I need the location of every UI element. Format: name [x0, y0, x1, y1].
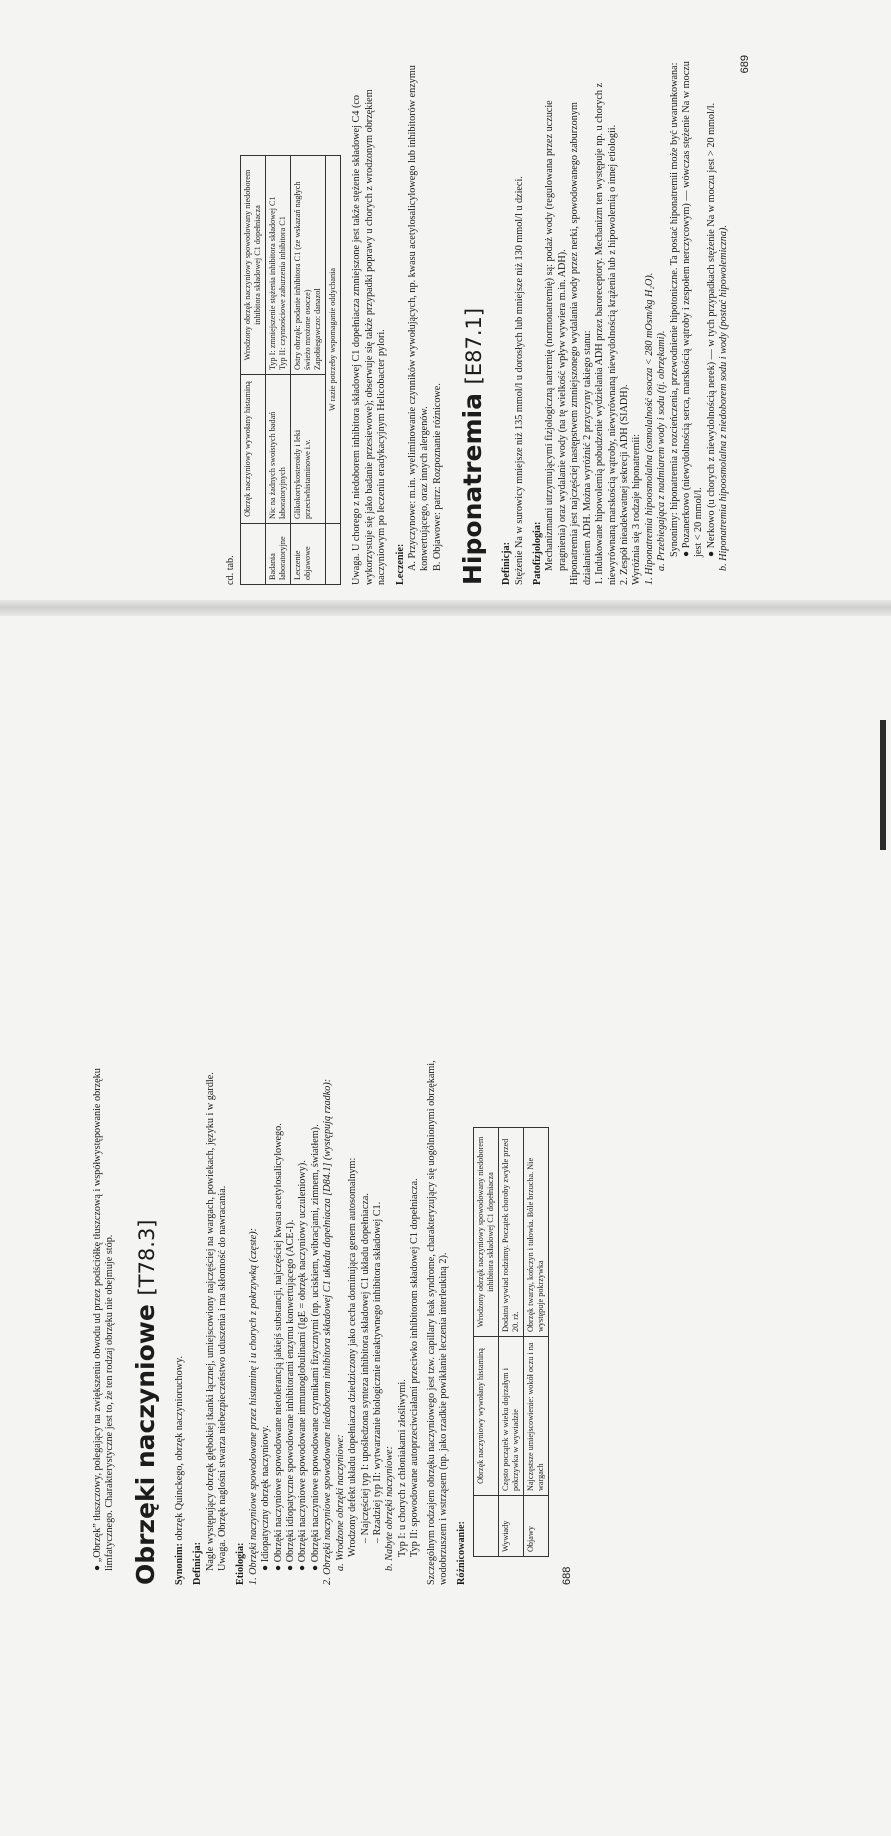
etiology-2a-item: – Najczęściej typ I: upośledzona synteza inhibitora składowej C1 układu dopełniacza.: [359, 1193, 371, 1543]
etiology-1-item: ● Obrzęki naczyniowe spowodowane czynnikami fizycznymi (np. uciskiem, wibracjami, zimnem, światłem).: [309, 1124, 321, 1571]
table-row: Leczenie objawowe Glikokortykosteroidy i leki przeciwhistaminowe i.v. Ostry obrzęk: podanie inhibitora C1 (ze wskazań nagłych świeżo mrożone osocze) Zapobiegawczo: danazol: [291, 156, 326, 585]
pathophysiology-text: Mechanizmami utrzymującymi fizjologiczną natremię (normonatremię) są: podaż wody (regulowana przez uczucie pragnienia) oraz wydalanie wody (na tę wielkość wpływ wywiera m.in. ADH).: [544, 100, 568, 571]
definition-label: Definicja:: [192, 1542, 204, 1585]
type-1a-synonyms: Synonimy: hiponatremia z rozcieńczenia, przewodnienie hipotoniczne. Ta postać hiponatremii może być uwarunkowana:: [668, 62, 680, 557]
definition-note: Uwaga. Obrzęk naglośni stwarza niebezpieczeństwo uduszenia i ma skłonność do nawracania.: [217, 1185, 229, 1571]
pathophysiology-text: Hiponatremia jest najczęściej następstwem zmniejszonego wydalania wody przez nerki, spowodowanego zaburzonym działaniem ADH. Można wyróżnić 2 przyczyny takiego stanu:: [569, 102, 593, 585]
etiology-2b-title: b. Nabyte obrzęki naczyniowe:: [384, 1445, 396, 1571]
table-header-row: Obrzęk naczyniowy wywołany histaminą Wrodzony obrzęk naczyniowy spowodowany niedoborem inhibitora składowej C1 dopełniacza: [473, 1128, 498, 1557]
right-page-text: [225, 55, 751, 585]
left-page: [92, 1005, 891, 1585]
page-number: 688: [560, 1566, 573, 1585]
etiology-2-title: 2. Obrzęki naczyniowe spowodowane niedoborem inhibitora składowej C1 układu dopełniacza [D84.1] (występują rzadko):: [322, 1078, 334, 1585]
type-1b: b. Hiponatremia hipoosmolalna z niedoborem sodu i wody (postać hipowolemiczna).: [718, 225, 730, 571]
synonym: Synonim: obrzęk Quinckego, obrzęk naczynioruchowy.: [173, 1355, 185, 1585]
book-spine: [0, 600, 891, 616]
pathophysiology-label: Patofizjologia:: [532, 521, 544, 585]
c4-note: Uwaga. U chorego z niedoborem inhibitora składowej C1 dopełniacza zmniejszone jest także stężenie składowej C4 (co wykorzystuje się jako badanie przesiewowe); obserwuje się także przypadki poprawy u chorych z wrodzonym obrzękiem naczyniowym po leczeniu eradykacyjnym Helicobacter pylori.: [351, 89, 388, 585]
type-1: 1. Hiponatremia hipoosmolalna (osmolalność osocza < 280 mOsm/kg H₂O).: [643, 272, 655, 585]
differential-table: [473, 1127, 549, 1557]
etiology-2a-title: a. Wrodzone obrzęki naczyniowe:: [334, 1434, 346, 1571]
etiology-1-item: ● Obrzęki idiopatyczne spowodowane inhibitorami enzymu konwertującego (ACE-I).: [285, 1219, 297, 1571]
etiology-1-title: 1. Obrzęki naczyniowe spowodowane przez histaminę i u chorych z pokrzywką (częste):: [247, 1227, 259, 1585]
table-row: W razie potrzeby wspomaganie oddychania: [326, 156, 341, 585]
table-row: Objawy Najczęstsze umiejscowienie: wokół oczu i na wargach Obrzęk twarzy, kończyn i tułowia. Bóle brzucha. Nie występuje pokrzywka: [523, 1128, 548, 1557]
table-row: Badania laboratoryjne Nic na żadnych swoistych badań laboratoryjnych Typ I: zmniejszenie stężenia inhibitora składowej C1 Typ II: czynnościowe zaburzenia inhibitora C1: [266, 156, 291, 585]
type-1a-item: ● Nerkowo (u chorych z niewydolnością nerek) — w tych przypadkach stężenie Na w moczu jest > 20 mmol/l.: [705, 102, 717, 557]
scan-edge-mark: [880, 720, 886, 850]
heading-angioedema: Obrzęki naczyniowe [T78.3]: [130, 1219, 160, 1585]
type-1a: a. Przebiegająca z nadmiarem wody i sodu (tj. obrzękami).: [656, 330, 668, 571]
definition-label: Definicja:: [501, 542, 513, 585]
right-page: [225, 55, 845, 585]
heading-hyponatremia: Hiponatremia [E87.1]: [458, 307, 488, 585]
etiology-2b-item: Typ II: spowodowane autoprzeciwciałami przeciwko inhibitorom składowej C1 dopełniacza.: [409, 1178, 421, 1557]
type-1a-item: ● Pozanerkowo (niewydolnością serca, marskością wątroby i zespołem nerczycowym) — wówczas stężenie Na w moczu jest < 20 mmol/l.: [680, 61, 705, 557]
etiology-1-item: ● Obrzęki naczyniowe spowodowane nietolerancją jakiejś substancji, najczęściej kwasu acetylosalicylowego.: [272, 1123, 284, 1571]
intro-bullet: ● „Obrzęk” tłuszczowy, polegający na zwiększeniu obwodu ud przez podściółkę tłuszczową i współwystępowanie obrzęku limfatycznego. Charakterystyczne jest to, że ten rodzaj obrzęku nie obejmuje stóp.: [92, 1068, 116, 1571]
treatment-label: Leczenie:: [394, 543, 406, 585]
definition-text: Nagle występujący obrzęk głębokiej tkanki łącznej, umiejscowiony najczęściej na wargach, powiekach, języku i w gardle.: [204, 1072, 216, 1571]
etiology-label: Etiologia:: [235, 1542, 247, 1585]
etiology-1-item: ● Idiopatyczny obrzęk naczyniowy.: [260, 1425, 272, 1571]
table-header-row: Obrzęk naczyniowy wywołany histaminą Wrodzony obrzęk naczyniowy spowodowany niedoborem inhibitora składowej C1 dopełniacza: [241, 156, 266, 585]
types-intro: Wyróżnia się 3 rodzaje hiponatremii:: [631, 433, 643, 585]
etiology-2a-text: Wrodzony defekt układu dopełniacza dziedziczony jako cecha dominująca genem autosomalnym:: [347, 1157, 359, 1557]
capillary-leak-note: Szczególnym rodzajem obrzęku naczyniowego jest tzw. capillary leak syndrome, charakteryzujący się uogólnionymi obrzękami, wodobrzuszem i wstrząsem (np. jako rzadkie powikłanie leczenia interleukiną 2).: [425, 1060, 449, 1585]
treatment-item: B. Objawowe: patrz: Rozpoznanie różnicowe.: [431, 383, 443, 571]
table-row: Wywiady Często początek w wieku dojrzałym i pokrzywka w wywiadzie Dodatni wywiad rodzinny. Początek choroby zwykle przed 20. rż.: [498, 1128, 523, 1557]
table-continuation-label: cd. tab.: [225, 555, 236, 585]
etiology-2b-item: Typ I: u chorych z chłoniakami złośliwymi.: [396, 1379, 408, 1557]
etiology-1-item: ● Obrzęki naczyniowe spowodowane immunoglobulinami (IgE = obrzęk naczyniowy uczuleniowy).: [297, 1160, 309, 1571]
pathophysiology-item: 2. Zespół nieadekwatnej sekrecji ADH (SIADH).: [618, 384, 630, 585]
differential-table-cont: [240, 155, 341, 585]
differential-label: Różnicowanie:: [456, 1521, 468, 1585]
definition-text: Stężenie Na w surowicy mniejsze niż 135 mmol/l u dorosłych lub mniejsze niż 130 mmol/l u dzieci.: [513, 176, 525, 585]
left-page-text: [92, 1005, 573, 1585]
etiology-2a-item: – Rzadziej typ II: wytwarzanie biologicznie nieaktywnego inhibitora składowej C1.: [371, 1201, 383, 1543]
page-number: 689: [738, 55, 751, 74]
treatment-item: A. Przyczynowe: m.in. wyeliminowanie czynników wywołujących, np. kwasu acetylosalicylowego lub inhibitorów enzymu konwertującego, oraz innych alergenów.: [407, 65, 431, 571]
pathophysiology-item: 1. Indukowane hipowolemią pobudzenie wydzielania ADH przez baroreceptory. Mechanizm ten występuje np. u chorych z niewyrównaną marskością wątroby, niewyrównaną niewydolnością krążenia lub z hipowolemią o innej etiologii.: [594, 82, 618, 585]
